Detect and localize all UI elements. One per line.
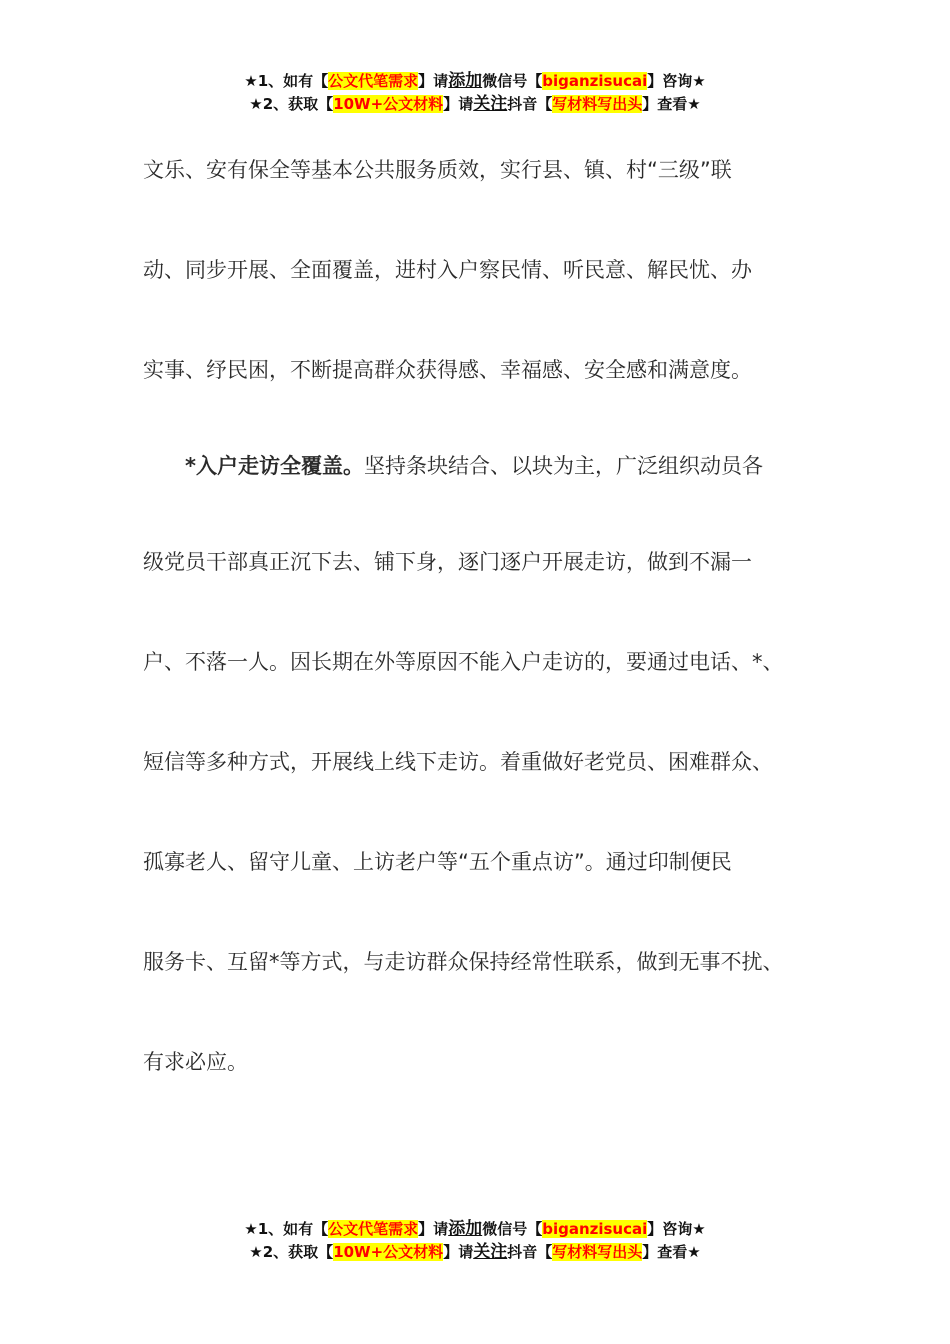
banner-line-1	[0, 1218, 950, 1241]
body-line: 短信等多种方式，开展线上线下走访。着重做好老党员、困难群众、	[143, 750, 773, 774]
banner-highlight: 公文代笔需求	[328, 72, 419, 90]
banner-text: 】请	[418, 72, 449, 90]
body-line: 文乐、安有保全等基本公共服务质效，实行县、镇、村“三级”联	[143, 158, 732, 182]
banner-highlight: 10W+公文材料	[333, 95, 444, 113]
banner-highlight: 写材料写出头	[552, 95, 643, 113]
banner-highlight: biganzisucai	[542, 1220, 648, 1238]
paragraph-start	[143, 420, 823, 512]
banner-text: 微信号【	[482, 1220, 543, 1238]
banner-text: ★1、如有【	[244, 72, 329, 90]
body-line: 实事、纾民困，不断提高群众获得感、幸福感、安全感和满意度。	[143, 358, 752, 382]
banner-text: ★1、如有【	[244, 1220, 329, 1238]
footer-banner	[0, 1218, 950, 1264]
banner-underline: 添加	[448, 71, 483, 91]
banner-text: 】咨询★	[647, 72, 706, 90]
paragraph-heading: *入户走访全覆盖。	[185, 454, 364, 478]
banner-line-1	[0, 70, 950, 93]
banner-highlight: 10W+公文材料	[333, 1243, 444, 1261]
banner-text: 抖音【	[507, 95, 553, 113]
banner-text: 抖音【	[507, 1243, 553, 1261]
banner-text: 】请	[443, 1243, 474, 1261]
banner-text: ★2、获取【	[249, 1243, 334, 1261]
banner-highlight: 公文代笔需求	[328, 1220, 419, 1238]
body-text-run: 坚持条块结合、以块为主，广泛组织动员各	[363, 454, 763, 478]
header-banner	[0, 70, 950, 116]
banner-text: 微信号【	[482, 72, 543, 90]
banner-text: ★2、获取【	[249, 95, 334, 113]
banner-underline: 关注	[473, 94, 508, 114]
banner-highlight: biganzisucai	[542, 72, 648, 90]
body-line: 级党员干部真正沉下去、铺下身，逐门逐户开展走访，做到不漏一	[143, 550, 752, 574]
banner-highlight: 写材料写出头	[552, 1243, 643, 1261]
body-line: 孤寡老人、留守儿童、上访老户等“五个重点访”。通过印制便民	[143, 850, 732, 874]
body-line: 服务卡、互留*等方式，与走访群众保持经常性联系，做到无事不扰、	[143, 950, 784, 974]
banner-text: 】查看★	[642, 1243, 701, 1261]
banner-line-2	[0, 1241, 950, 1264]
banner-underline: 添加	[448, 1219, 483, 1239]
body-line: 户、不落一人。因长期在外等原因不能入户走访的，要通过电话、*、	[143, 650, 784, 674]
banner-text: 】请	[418, 1220, 449, 1238]
body-line: 有求必应。	[143, 1050, 248, 1074]
banner-line-2	[0, 93, 950, 116]
banner-text: 】请	[443, 95, 474, 113]
body-line: 动、同步开展、全面覆盖，进村入户察民情、听民意、解民忧、办	[143, 258, 752, 282]
banner-underline: 关注	[473, 1242, 508, 1262]
document-body	[143, 120, 823, 1112]
banner-text: 】查看★	[642, 95, 701, 113]
banner-text: 】咨询★	[647, 1220, 706, 1238]
